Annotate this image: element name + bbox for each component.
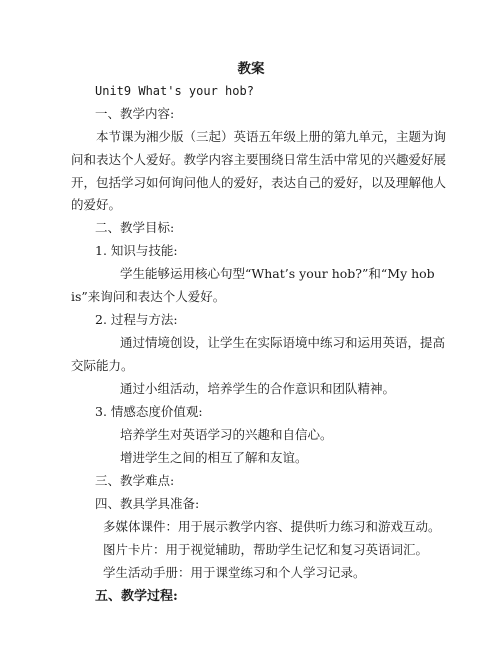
section4-line1: 多媒体课件：用于展示教学内容、提供听力练习和游戏互动。 [103,519,441,534]
section2-heading: 二、教学目标: [95,220,175,235]
section1-line3: 开，包括学习如何询问他人的爱好，表达自己的爱好，以及理解他人 [71,175,447,190]
section4-line2: 图片卡片：用于视觉辅助，帮助学生记忆和复习英语词汇。 [103,542,429,557]
goal1-heading: 1. 知识与技能: [95,243,178,258]
goal1-line1: 学生能够运用核心句型“What’s your hob?”和“My hob [120,266,435,281]
page-title: 教案 [237,61,265,77]
section4-heading: 四、教具学具准备: [95,496,200,511]
goal3-line2: 增进学生之间的相互了解和友谊。 [120,450,308,465]
goal2-heading: 2. 过程与方法: [95,312,178,327]
goal3-heading: 3. 情感态度价值观: [95,404,203,419]
goal2-line1: 通过情境创设，让学生在实际语境中练习和运用英语，提高 [120,335,446,350]
unit-heading: Unit9 What's your hob? [95,84,254,98]
section1-line2: 问和表达个人爱好。教学内容主要围绕日常生活中常见的兴趣爱好展 [71,152,447,167]
goal2-line3: 通过小组活动，培养学生的合作意识和团队精神。 [120,381,396,396]
section1-line4: 的爱好。 [71,197,122,212]
section1-line1: 本节课为湘少版（三起）英语五年级上册的第九单元，主题为询 [96,129,447,144]
section5-heading: 五、教学过程: [95,589,178,604]
section4-line3: 学生活动手册：用于课堂练习和个人学习记录。 [103,565,366,580]
section3-heading: 三、教学难点: [95,473,175,488]
section1-heading: 一、教学内容: [95,106,175,121]
goal1-line2: is”来询问和表达个人爱好。 [71,289,226,304]
goal3-line1: 培养学生对英语学习的兴趣和自信心。 [120,427,333,442]
goal2-line2: 交际能力。 [71,358,134,373]
